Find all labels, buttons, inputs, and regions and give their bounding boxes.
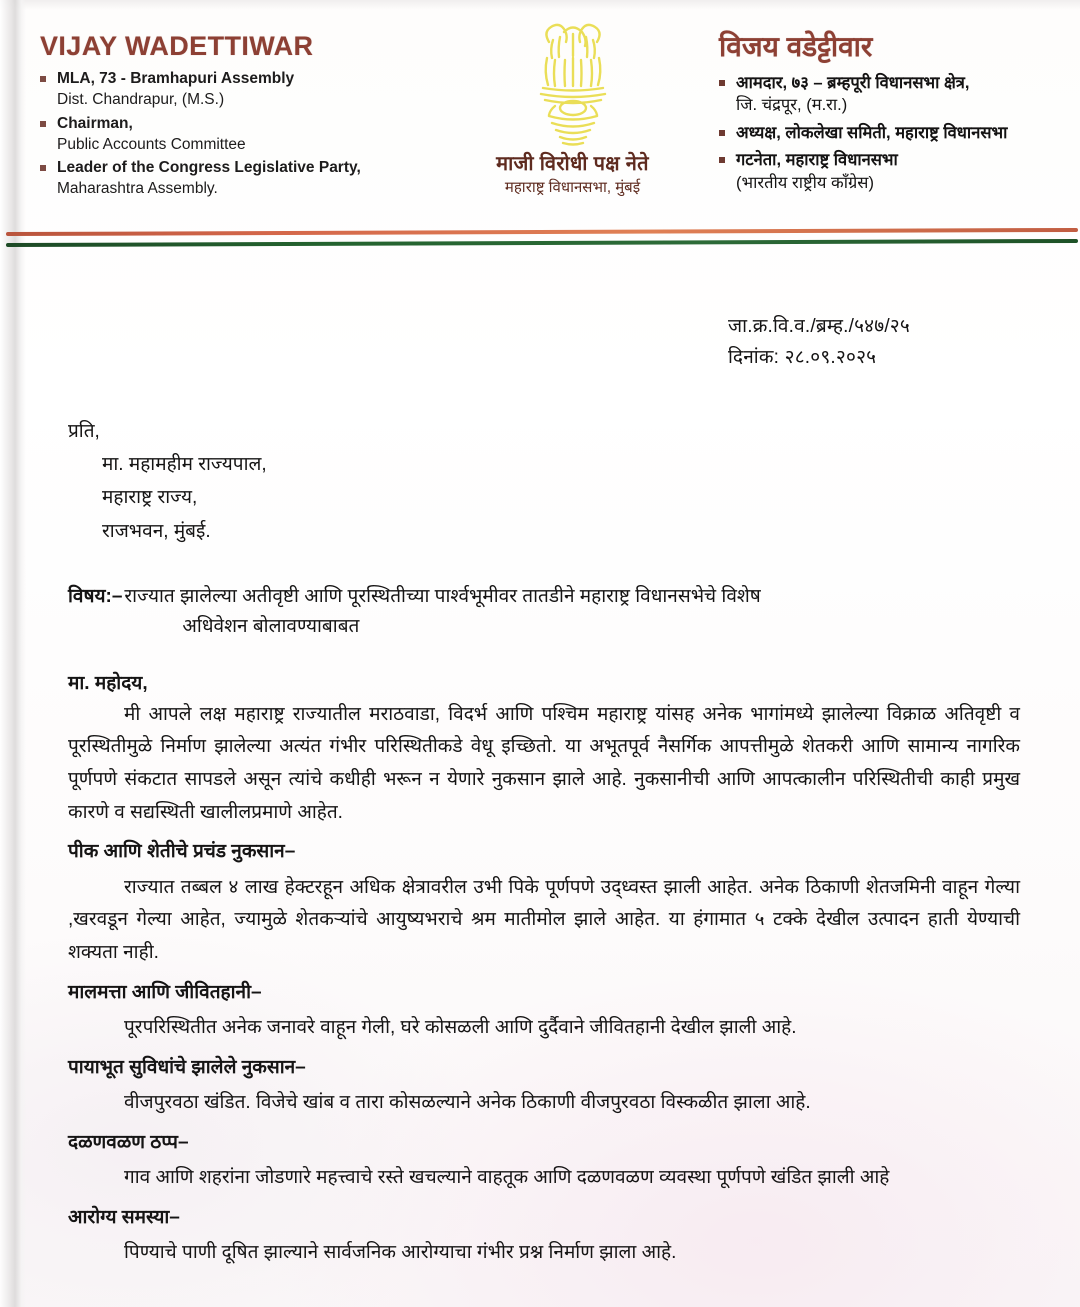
letterhead [0,0,1080,228]
name-marathi: विजय वडेट्टीवार [719,31,873,62]
section-heading-property-life-loss: मालमत्ता आणि जीवितहानी– [68,981,262,1003]
square-bullet-icon [40,165,46,171]
credentials-english-list [40,69,440,200]
credential-item [40,114,440,156]
intro-paragraph: मी आपले लक्ष महाराष्ट्र राज्यातील मराठवाडा, विदर्भ आणि पश्चिम महाराष्ट्र यांसह अनेक भागांमध्ये झालेल्या विक्राळ अतिवृष्टी व पूरस्थितीमुळे निर्माण झालेल्या अत्यंत गंभीर परिस्थितीकडे वेधू इच्छितो. या अभूतपूर्व नैसर्गिक आपत्तीमुळे शेतकरी आणि सामान्य नागरिक पूर्णपणे संकटात सापडले असून त्यांचे कधीही भरून न येणारे नुकसान झाले आहे. नुकसानीची आणि आपत्कालीन परिस्थितीची काही प्रमुख कारणे व सद्यस्थिती खालीलप्रमाणे आहेत. [68,703,1020,823]
reference-block [68,312,1020,373]
section-text-transport-halted: गाव आणि शहरांना जोडणारे महत्त्वाचे रस्ते खचल्याने वाहतूक आणि दळणवळण व्यवस्था पूर्णपणे खंडित झाली आहे [124,1167,890,1189]
credential-title: MLA, 73 - Bramhapuri Assembly [57,70,295,88]
addressee-line: मा. महामहीम राज्यपाल, [102,454,267,476]
section-heading-crop-loss: पीक आणि शेतीचे प्रचंड नुकसान– [68,841,296,863]
credential-detail: Maharashtra Assembly. [57,180,218,198]
section-text-property-life-loss: पूरपरिस्थितीत अनेक जनावरे वाहून गेली, घरे कोसळली आणि दुर्दैवाने जीवितहानी देखील झाली आहे. [124,1017,797,1039]
addressee-block [68,415,1020,548]
credential-item [719,149,1062,194]
subject-label: विषय:– [68,585,123,607]
credential-detail: जि. चंद्रपूर, (म.रा.) [736,96,848,115]
body-salutation: मा. महोदय, [68,672,148,694]
letterhead-center-block [440,18,705,197]
addressee-line: महाराष्ट्र राज्य, [102,487,198,509]
credential-item [40,158,440,200]
credential-title: अध्यक्ष, लोकलेखा समिती, महाराष्ट्र विधानसभा [736,123,1008,142]
letterhead-marathi-block [705,18,1062,199]
credential-detail: Dist. Chandrapur, (M.S.) [57,91,225,109]
section-text-health-problems: पिण्याचे पाणी दूषित झाल्याने सार्वजनिक आरोग्याचा गंभीर प्रश्न निर्माण झाला आहे. [124,1242,677,1264]
square-bullet-icon [40,76,46,82]
center-designation-subtitle: महाराष्ट्र विधानसभा, मुंबई [504,179,641,196]
subject-line-2: अधिवेशन बोलावण्याबाबत [182,616,360,638]
credential-detail: (भारतीय राष्ट्रीय काँग्रेस) [736,173,874,192]
divider-green-line [6,239,1078,247]
square-bullet-icon [719,157,725,163]
credential-title: Leader of the Congress Legislative Party, [57,159,361,177]
tricolor-divider [0,228,1080,250]
center-designation-title: माजी विरोधी पक्ष नेते [496,153,649,175]
credential-title: Chairman, [57,114,133,132]
letter-content [0,312,1080,1270]
ashoka-lion-capital-emblem-icon [440,20,705,148]
section-heading-transport-halted: दळणवळण ठप्प– [68,1131,189,1153]
credential-item [40,69,440,111]
name-english: VIJAY WADETTIWAR [40,31,314,61]
credential-title: आमदार, ७३ – ब्रम्हपूरी विधानसभा क्षेत्र, [736,73,970,92]
addressee-prefix: प्रति, [68,420,100,442]
credential-detail: Public Accounts Committee [57,135,246,153]
credential-title: गटनेता, महाराष्ट्र विधानसभा [736,151,898,170]
section-text-infrastructure-damage: वीजपुरवठा खंडित. विजेचे खांब व तारा कोसळल्याने अनेक ठिकाणी वीजपुरवठा विस्कळीत झाला आहे. [124,1092,811,1114]
section-heading-infrastructure-damage: पायाभूत सुविधांचे झालेले नुकसान– [68,1056,306,1078]
credential-item [719,72,1062,117]
reference-number: जा.क्र.वि.व./ब्रम्ह./५४७/२५ [728,316,910,337]
section-heading-health-problems: आरोग्य समस्या– [68,1206,180,1228]
subject-line-1: राज्यात झालेल्या अतीवृष्टी आणि पूरस्थितीच्या पार्श्वभूमीवर तातडीने महाराष्ट्र विधानसभेचे विशेष [124,585,761,607]
divider-saffron-line [6,228,1078,236]
square-bullet-icon [719,80,725,86]
letterhead-english-block [18,18,440,203]
credential-item [719,122,1062,144]
square-bullet-icon [40,121,46,127]
subject-block [68,582,1020,643]
subject-text [122,582,760,643]
addressee-line: राजभवन, मुंबई. [102,520,211,542]
square-bullet-icon [719,130,725,136]
section-text-crop-loss: राज्यात तब्बल ४ लाख हेक्टरहून अधिक क्षेत्रावरील उभी पिके पूर्णपणे उद्ध्वस्त झाली आहेत. अनेक ठिकाणी शेतजमिनी वाहून गेल्या ,खरवडून गेल्या आहेत, ज्यामुळे शेतकऱ्यांचे आयुष्यभराचे श्रम मातीमोल झाले आहेत. या हंगामात ५ टक्के देखील उत्पादन हाती येण्याची शक्यता नाही. [68,876,1020,964]
credentials-marathi-list [719,72,1062,194]
reference-date: दिनांक: २८.०९.२०२५ [728,347,877,369]
